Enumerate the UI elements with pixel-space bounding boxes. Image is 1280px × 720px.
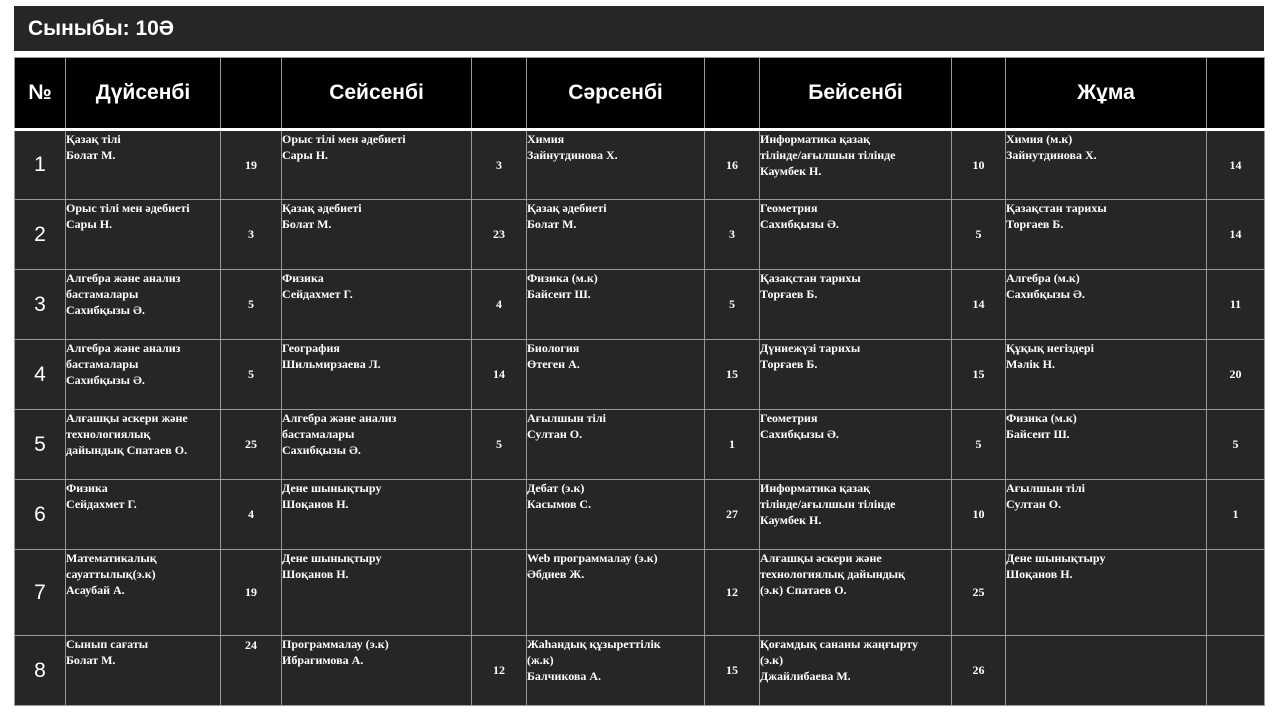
lesson-cell: Дебат (э.к) Касымов С. <box>527 480 705 550</box>
lesson-cell: Дене шынықтыру Шоқанов Н. <box>282 480 472 550</box>
lesson-cell: Web программалау (э.к) Әбдиев Ж. <box>527 550 705 636</box>
lesson-cell: Жаһандық құзыреттілік (ж.к) Балчикова А. <box>527 636 705 706</box>
room-number <box>472 550 527 636</box>
lesson-cell: Программалау (э.к) Ибрагимова А. <box>282 636 472 706</box>
header-room-blank <box>472 58 527 130</box>
lesson-cell: Химия Зайнутдинова Х. <box>527 130 705 200</box>
schedule-table <box>14 57 1265 706</box>
room-number: 15 <box>705 636 760 706</box>
lesson-cell: Қазақ әдебиеті Болат М. <box>527 200 705 270</box>
lesson-number: 5 <box>15 410 66 480</box>
lesson-number: 7 <box>15 550 66 636</box>
header-number: № <box>15 58 66 130</box>
lesson-number: 4 <box>15 340 66 410</box>
room-number: 4 <box>472 270 527 340</box>
room-number: 25 <box>952 550 1006 636</box>
room-number <box>472 480 527 550</box>
room-number: 14 <box>1207 130 1265 200</box>
header-room-blank <box>221 58 282 130</box>
lesson-number: 6 <box>15 480 66 550</box>
lesson-cell: Қазақстан тарихы Торғаев Б. <box>760 270 952 340</box>
lesson-cell: Математикалық сауаттылық(э.к) Асаубай А. <box>66 550 221 636</box>
room-number: 11 <box>1207 270 1265 340</box>
room-number: 14 <box>952 270 1006 340</box>
lesson-cell: Алгебра (м.к) Сахибқызы Ә. <box>1006 270 1207 340</box>
room-number: 14 <box>472 340 527 410</box>
lesson-cell: Алғашқы әскери және технологиялық дайындық Спатаев О. <box>66 410 221 480</box>
room-number: 4 <box>221 480 282 550</box>
room-number <box>1207 636 1265 706</box>
room-number: 1 <box>705 410 760 480</box>
room-number <box>1207 550 1265 636</box>
table-row <box>15 340 1265 410</box>
room-number: 12 <box>472 636 527 706</box>
lesson-cell: Орыс тілі мен әдебиеті Сары Н. <box>282 130 472 200</box>
table-row <box>15 200 1265 270</box>
room-number: 25 <box>221 410 282 480</box>
lesson-cell: География Шильмирзаева Л. <box>282 340 472 410</box>
header-friday: Жұма <box>1006 58 1207 130</box>
lesson-cell: Геометрия Сахибқызы Ә. <box>760 410 952 480</box>
lesson-number: 3 <box>15 270 66 340</box>
lesson-cell: Дене шынықтыру Шоқанов Н. <box>1006 550 1207 636</box>
lesson-cell: Информатика қазақ тілінде/ағылшын тілінде Каумбек Н. <box>760 480 952 550</box>
lesson-number: 1 <box>15 130 66 200</box>
lesson-cell: Сынып сағаты Болат М. <box>66 636 221 706</box>
lesson-cell: Қазақстан тарихы Торғаев Б. <box>1006 200 1207 270</box>
room-number: 10 <box>952 130 1006 200</box>
table-row <box>15 130 1265 200</box>
header-tuesday: Сейсенбі <box>282 58 472 130</box>
table-row <box>15 480 1265 550</box>
lesson-cell: Қоғамдық сананы жаңғырту (э.к) Джайлибаева М. <box>760 636 952 706</box>
room-number: 12 <box>705 550 760 636</box>
header-room-blank <box>705 58 760 130</box>
room-number: 23 <box>472 200 527 270</box>
room-number: 15 <box>705 340 760 410</box>
room-number: 15 <box>952 340 1006 410</box>
header-row <box>15 58 1265 130</box>
room-number: 5 <box>221 270 282 340</box>
room-number: 5 <box>952 410 1006 480</box>
room-number: 16 <box>705 130 760 200</box>
lesson-cell: Дене шынықтыру Шоқанов Н. <box>282 550 472 636</box>
table-row <box>15 636 1265 706</box>
room-number: 3 <box>472 130 527 200</box>
lesson-cell: Алгебра және анализ бастамалары Сахибқызы Ә. <box>66 270 221 340</box>
room-number: 24 <box>221 636 282 706</box>
lesson-cell: Орыс тілі мен әдебиеті Сары Н. <box>66 200 221 270</box>
lesson-cell: Информатика қазақ тілінде/ағылшын тілінде Каумбек Н. <box>760 130 952 200</box>
header-wednesday: Сәрсенбі <box>527 58 705 130</box>
lesson-cell: Физика (м.к) Байсеит Ш. <box>1006 410 1207 480</box>
lesson-cell <box>1006 636 1207 706</box>
lesson-number: 2 <box>15 200 66 270</box>
lesson-cell: Қазақ тілі Болат М. <box>66 130 221 200</box>
lesson-cell: Биология Өтеген А. <box>527 340 705 410</box>
room-number: 10 <box>952 480 1006 550</box>
room-number: 5 <box>1207 410 1265 480</box>
room-number: 14 <box>1207 200 1265 270</box>
room-number: 1 <box>1207 480 1265 550</box>
room-number: 5 <box>952 200 1006 270</box>
room-number: 27 <box>705 480 760 550</box>
lesson-number: 8 <box>15 636 66 706</box>
lesson-cell: Физика (м.к) Байсеит Ш. <box>527 270 705 340</box>
page-title: Сыныбы: 10Ә <box>14 6 1264 51</box>
header-room-blank <box>1207 58 1265 130</box>
lesson-cell: Қазақ әдебиеті Болат М. <box>282 200 472 270</box>
room-number: 19 <box>221 550 282 636</box>
room-number: 5 <box>221 340 282 410</box>
room-number: 5 <box>472 410 527 480</box>
lesson-cell: Алгебра және анализ бастамалары Сахибқызы Ә. <box>66 340 221 410</box>
table-row <box>15 270 1265 340</box>
lesson-cell: Физика Сейдахмет Г. <box>66 480 221 550</box>
lesson-cell: Дүниежүзі тарихы Торғаев Б. <box>760 340 952 410</box>
table-row <box>15 410 1265 480</box>
room-number: 5 <box>705 270 760 340</box>
room-number: 19 <box>221 130 282 200</box>
lesson-cell: Химия (м.к) Зайнутдинова Х. <box>1006 130 1207 200</box>
room-number: 26 <box>952 636 1006 706</box>
lesson-cell: Ағылшын тілі Султан О. <box>527 410 705 480</box>
lesson-cell: Ағылшын тілі Султан О. <box>1006 480 1207 550</box>
lesson-cell: Физика Сейдахмет Г. <box>282 270 472 340</box>
room-number: 20 <box>1207 340 1265 410</box>
lesson-cell: Алгебра және анализ бастамалары Сахибқызы Ә. <box>282 410 472 480</box>
room-number: 3 <box>221 200 282 270</box>
header-monday: Дүйсенбі <box>66 58 221 130</box>
table-row <box>15 550 1265 636</box>
lesson-cell: Геометрия Сахибқызы Ә. <box>760 200 952 270</box>
lesson-cell: Құқық негіздері Мәлік Н. <box>1006 340 1207 410</box>
room-number: 3 <box>705 200 760 270</box>
lesson-cell: Алғашқы әскери және технологиялық дайындық (э.к) Спатаев О. <box>760 550 952 636</box>
header-thursday: Бейсенбі <box>760 58 952 130</box>
header-room-blank <box>952 58 1006 130</box>
